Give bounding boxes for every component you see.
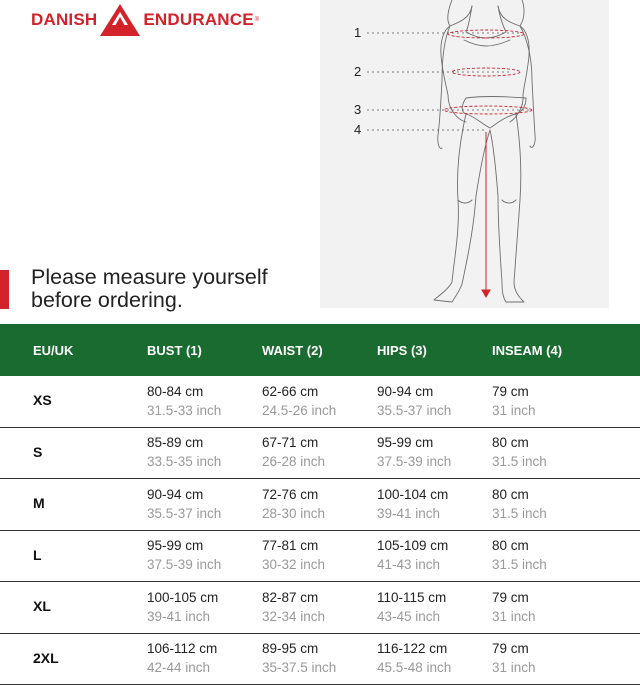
hips-inch: 41-43 inch: [377, 557, 441, 573]
waist-cell: [262, 530, 377, 582]
inseam-inch: 31.5 inch: [492, 557, 547, 573]
brand-logo: [31, 0, 259, 40]
marker-2: 2: [354, 64, 362, 79]
inseam-inch: 31 inch: [492, 402, 536, 418]
col-header-waist: WAIST (2): [262, 342, 323, 358]
inseam-inch: 31 inch: [492, 608, 536, 624]
title-line-1: Please measure yourself: [31, 265, 268, 289]
inseam-cell: [492, 427, 640, 479]
page-title: [31, 266, 268, 312]
table-header: [0, 324, 640, 376]
hips-inch: 35.5-37 inch: [377, 402, 452, 418]
marker-1: 1: [354, 25, 362, 40]
inseam-cell: [492, 633, 640, 685]
size-label: L: [33, 546, 42, 563]
inseam-inch: 31.5 inch: [492, 454, 547, 470]
size-cell: [0, 427, 147, 479]
waist-cell: [262, 376, 377, 427]
size-label: M: [33, 495, 45, 512]
hips-inch: 37.5-39 inch: [377, 454, 452, 470]
size-cell: [0, 582, 147, 634]
waist-cell: [262, 633, 377, 685]
waist-inch: 30-32 inch: [262, 557, 326, 573]
inseam-cell: [492, 376, 640, 427]
inseam-inch: 31.5 inch: [492, 505, 547, 521]
size-label: XL: [33, 598, 51, 615]
inseam-cm: 80 cm: [492, 486, 529, 502]
hips-cell: [377, 582, 492, 634]
waist-cm: 72-76 cm: [262, 486, 319, 502]
waist-cm: 82-87 cm: [262, 589, 319, 605]
hips-inch: 45.5-48 inch: [377, 660, 452, 676]
hips-cell: [377, 633, 492, 685]
waist-cm: 67-71 cm: [262, 435, 319, 451]
waist-inch: 24.5-26 inch: [262, 402, 337, 418]
bust-inch: 42-44 inch: [147, 660, 211, 676]
bust-cell: [147, 376, 262, 427]
accent-bar: [0, 270, 9, 309]
size-label: 2XL: [33, 649, 59, 666]
inseam-cell: [492, 530, 640, 582]
bust-inch: 39-41 inch: [147, 608, 211, 624]
table-body: [0, 376, 640, 685]
waist-inch: 35-37.5 inch: [262, 660, 337, 676]
bust-inch: 37.5-39 inch: [147, 557, 222, 573]
hips-cm: 90-94 cm: [377, 383, 434, 399]
bust-cell: [147, 582, 262, 634]
size-label: XS: [33, 392, 52, 409]
brand-name-left: DANISH: [31, 10, 98, 29]
bust-cm: 100-105 cm: [147, 589, 219, 605]
bust-inch: 35.5-37 inch: [147, 505, 222, 521]
measurement-figure-panel: [320, 0, 609, 308]
hips-inch: 39-41 inch: [377, 505, 441, 521]
waist-inch: 28-30 inch: [262, 505, 326, 521]
hips-cm: 110-115 cm: [377, 589, 447, 605]
registered-mark: ®: [254, 17, 260, 23]
table-row: [0, 376, 640, 427]
size-cell: [0, 530, 147, 582]
bust-cm: 85-89 cm: [147, 435, 204, 451]
waist-cm: 77-81 cm: [262, 538, 319, 554]
brand-mountain-icon: [99, 3, 141, 37]
hips-cell: [377, 376, 492, 427]
waist-inch: 26-28 inch: [262, 454, 326, 470]
body-measurement-illustration: [320, 0, 609, 308]
table-row: [0, 530, 640, 582]
size-chart-table: [0, 324, 640, 685]
hips-cm: 105-109 cm: [377, 538, 449, 554]
bust-cm: 80-84 cm: [147, 383, 204, 399]
hips-cell: [377, 479, 492, 531]
col-header-inseam: INSEAM (4): [492, 342, 563, 358]
bust-cell: [147, 479, 262, 531]
hips-cell: [377, 530, 492, 582]
table-row: [0, 427, 640, 479]
inseam-cm: 79 cm: [492, 589, 529, 605]
size-cell: [0, 376, 147, 427]
header-row: [0, 324, 640, 376]
hips-cm: 100-104 cm: [377, 486, 449, 502]
table-row: [0, 479, 640, 531]
waist-inch: 32-34 inch: [262, 608, 326, 624]
brand-name-right: ENDURANCE: [143, 10, 254, 29]
inseam-cell: [492, 582, 640, 634]
bust-inch: 33.5-35 inch: [147, 454, 222, 470]
hips-inch: 43-45 inch: [377, 608, 441, 624]
inseam-cell: [492, 479, 640, 531]
bust-cell: [147, 633, 262, 685]
waist-cell: [262, 479, 377, 531]
size-cell: [0, 479, 147, 531]
table-row: [0, 582, 640, 634]
marker-4: 4: [354, 122, 362, 137]
bust-cell: [147, 427, 262, 479]
hips-cm: 116-122 cm: [377, 641, 448, 657]
col-header-bust: BUST (1): [147, 342, 202, 358]
waist-cm: 62-66 cm: [262, 383, 319, 399]
inseam-cm: 80 cm: [492, 435, 529, 451]
inseam-inch: 31 inch: [492, 660, 536, 676]
table-row: [0, 633, 640, 685]
bust-cm: 106-112 cm: [147, 641, 218, 657]
bust-inch: 31.5-33 inch: [147, 402, 222, 418]
inseam-cm: 79 cm: [492, 641, 529, 657]
marker-3: 3: [354, 102, 362, 117]
inseam-cm: 79 cm: [492, 383, 529, 399]
size-label: S: [33, 443, 43, 460]
waist-cell: [262, 427, 377, 479]
inseam-cm: 80 cm: [492, 538, 529, 554]
hips-cell: [377, 427, 492, 479]
waist-cm: 89-95 cm: [262, 641, 319, 657]
bust-cell: [147, 530, 262, 582]
bust-cm: 90-94 cm: [147, 486, 204, 502]
waist-cell: [262, 582, 377, 634]
bust-cm: 95-99 cm: [147, 538, 204, 554]
col-header-hips: HIPS (3): [377, 342, 427, 358]
col-header-size: EU/UK: [33, 342, 74, 358]
hips-cm: 95-99 cm: [377, 435, 434, 451]
size-cell: [0, 633, 147, 685]
title-line-2: before ordering.: [31, 288, 183, 312]
